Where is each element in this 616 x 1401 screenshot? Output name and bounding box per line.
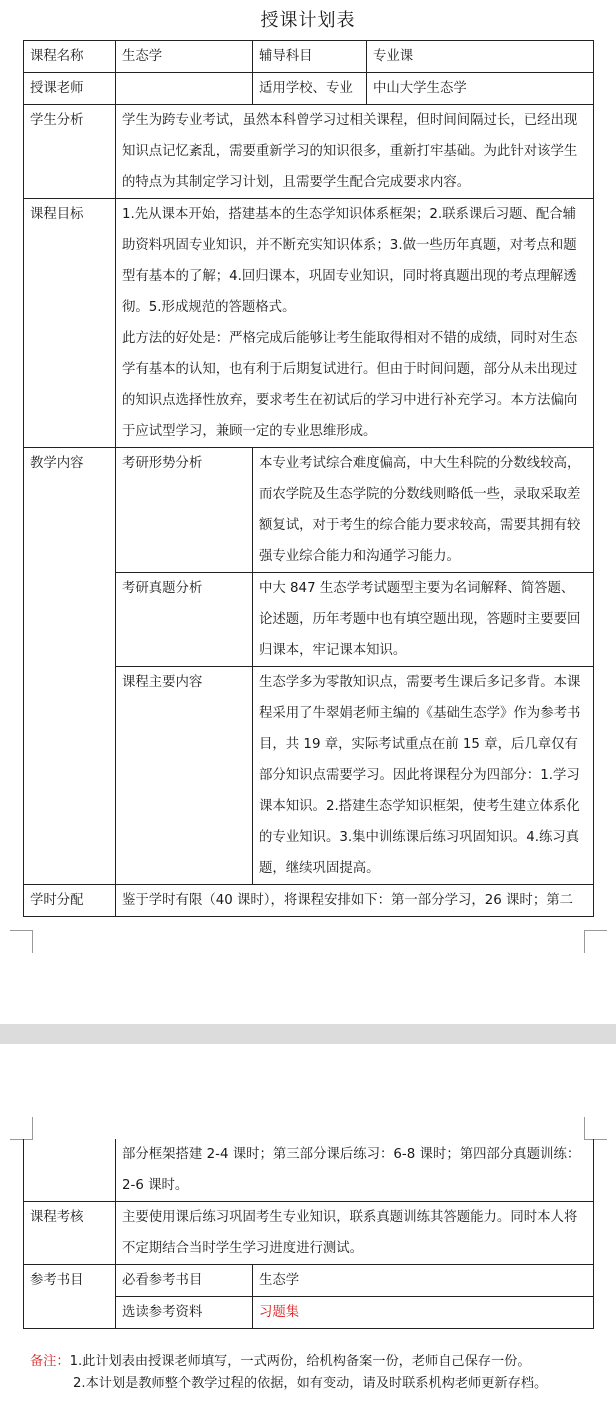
content-sub-text: 本专业考试综合难度偏高，中大生科院的分数线较高，而农学院及生态学院的分数线则略低一些，录取采取差额复试，对于考生的综合能力要求较高，需要其拥有较强专业综合能力和沟通学习能力。 bbox=[253, 448, 594, 573]
analysis-text: 学生为跨专业考试，虽然本科曾学习过相关课程，但时间间隔过长，已经出现知识点记忆紊乱，需要重新学习的知识很多，重新打牢基础。为此针对该学生的特点为其制定学习计划，且需要学生配合完成要求内容。 bbox=[116, 105, 594, 199]
required-reference-label: 必看参考书目 bbox=[116, 1265, 253, 1297]
content-sub-text: 生态学多为零散知识点，需要考生课后多记多背。本课程采用了牛翠娟老师主编的《基础生态学》作为参考书目，共 19 章，实际考试重点在前 15 章，后几章仅有部分知识点需要学习。因此将课程分为四部分：1.学习课本知识。2.搭建生态学知识框架，使考生建立体系化的专业知识。3.集中训练课后练习巩固知识。4.练习真题，继续巩固提高。 bbox=[253, 667, 594, 885]
hours-label: 学时分配 bbox=[24, 885, 116, 917]
content-label: 教学内容 bbox=[24, 448, 116, 885]
course-label: 课程名称 bbox=[24, 41, 116, 73]
goals-cell bbox=[116, 199, 594, 448]
content-row bbox=[24, 448, 594, 573]
analysis-label: 学生分析 bbox=[24, 105, 116, 199]
course-row bbox=[24, 41, 594, 73]
school-value: 中山大学生态学 bbox=[367, 73, 594, 105]
hours-row bbox=[24, 885, 594, 917]
assessment-row bbox=[24, 1202, 594, 1265]
teacher-label: 授课老师 bbox=[24, 73, 116, 105]
hours-text-part2: 部分框架搭建 2-4 课时；第三部分课后练习：6-8 课时；第四部分真题训练：2-6 课时。 bbox=[116, 1139, 594, 1202]
teacher-row bbox=[24, 73, 594, 105]
school-label: 适用学校、专业 bbox=[253, 73, 367, 105]
hours-row-continued bbox=[24, 1139, 594, 1202]
content-sub-label: 课程主要内容 bbox=[116, 667, 253, 885]
note-line-1 bbox=[30, 1351, 547, 1373]
page-title: 授课计划表 bbox=[260, 10, 356, 31]
note-text-1: 1.此计划表由授课老师填写，一式两份，给机构备案一份，老师自己保存一份。 bbox=[69, 1354, 531, 1369]
assessment-label: 课程考核 bbox=[24, 1202, 116, 1265]
page-corner-mark bbox=[10, 930, 33, 953]
goals-row bbox=[24, 199, 594, 448]
goals-paragraph-1: 1.先从课本开始，搭建基本的生态学知识体系框架；2.联系课后习题、配合辅助资料巩固专业知识，并不断充实知识体系；3.做一些历年真题，对考点和题型有基本的了解；4.回归课本，巩固专业知识，同时将真题出现的考点理解透彻。5.形成规范的答题格式。 bbox=[122, 207, 577, 315]
content-sub-label: 考研形势分析 bbox=[116, 448, 253, 573]
page-break-gap bbox=[0, 1024, 616, 1044]
page-corner-mark bbox=[584, 930, 607, 953]
page-corner-mark bbox=[584, 1117, 607, 1140]
content-sub-text: 中大 847 生态学考试题型主要为名词解释、简答题、论述题，历年考题中也有填空题出现，答题时主要要回归课本，牢记课本知识。 bbox=[253, 573, 594, 667]
optional-reference-value: 习题集 bbox=[253, 1297, 594, 1329]
teacher-value bbox=[116, 73, 253, 105]
references-label: 参考书目 bbox=[24, 1265, 116, 1329]
page-corner-mark bbox=[10, 1117, 33, 1140]
course-value: 生态学 bbox=[116, 41, 253, 73]
analysis-row bbox=[24, 105, 594, 199]
plan-table-page2 bbox=[23, 1139, 594, 1329]
optional-reference-label: 选读参考资料 bbox=[116, 1297, 253, 1329]
plan-table-page1 bbox=[23, 40, 594, 917]
goals-paragraph-2: 此方法的好处是：严格完成后能够让考生能取得相对不错的成绩，同时对生态学有基本的认知，也有利于后期复试进行。但由于时间问题，部分从未出现过的知识点选择性放弃，要求考生在初试后的学习中进行补充学习。本方法偏向于应试型学习，兼顾一定的专业思维形成。 bbox=[122, 331, 578, 439]
note-line-2: 2.本计划是教师整个教学过程的依据，如有变动，请及时联系机构老师更新存档。 bbox=[73, 1376, 548, 1391]
goals-label: 课程目标 bbox=[24, 199, 116, 448]
hours-text-part1: 鉴于学时有限（40 课时），将课程安排如下：第一部分学习，26 课时；第二 bbox=[116, 885, 594, 917]
note-label: 备注： bbox=[30, 1354, 70, 1369]
hours-label-continued bbox=[24, 1139, 116, 1202]
subject-label: 辅导科目 bbox=[253, 41, 367, 73]
required-reference-value: 生态学 bbox=[253, 1265, 594, 1297]
references-row bbox=[24, 1265, 594, 1297]
assessment-text: 主要使用课后练习巩固考生专业知识，联系真题训练其答题能力。同时本人将不定期结合当时学生学习进度进行测试。 bbox=[116, 1202, 594, 1265]
subject-value: 专业课 bbox=[367, 41, 594, 73]
content-sub-label: 考研真题分析 bbox=[116, 573, 253, 667]
notes bbox=[30, 1351, 547, 1395]
